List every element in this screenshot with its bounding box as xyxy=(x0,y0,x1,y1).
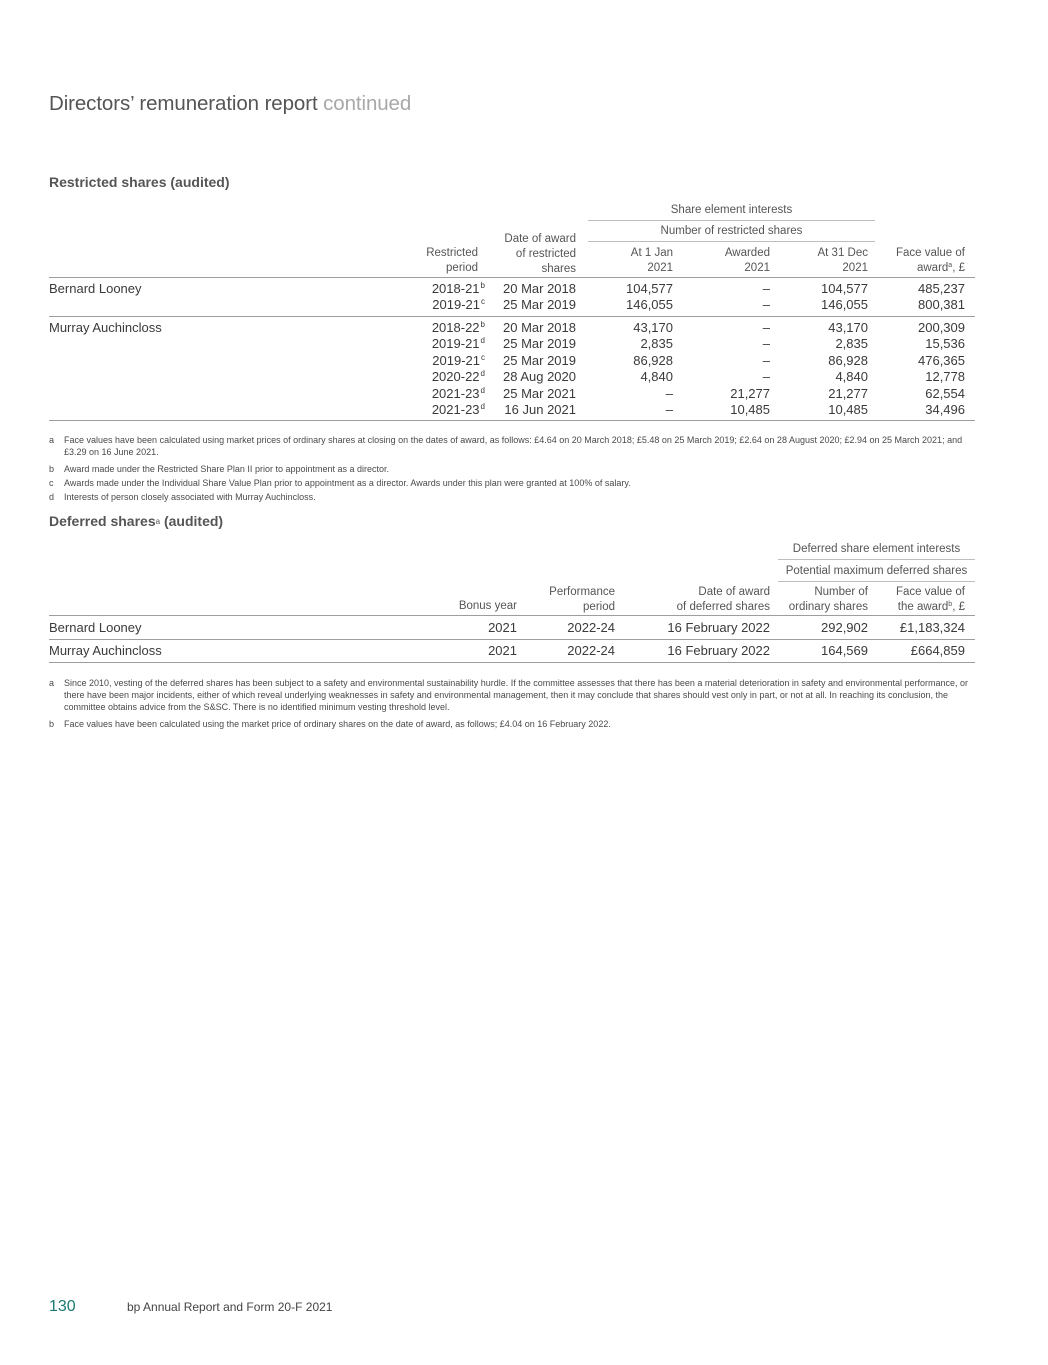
shares-awarded: – xyxy=(762,353,770,368)
shares-awarded: – xyxy=(762,369,770,384)
page-title xyxy=(49,92,411,116)
page-number: 130 xyxy=(49,1298,76,1315)
col-header-face-value: Face value of the award$^b$, £ xyxy=(895,586,965,613)
footnote: b Face values have been calculated using the market price of ordinary shares on the date of award, as follows; £4.04 on 16 February 2022. xyxy=(49,719,611,729)
shares-at-1-jan: – xyxy=(665,402,673,417)
face-value: 476,365 xyxy=(918,353,965,368)
shares-awarded: 10,485 xyxy=(730,402,770,417)
face-value: 200,309 xyxy=(918,320,965,335)
share-element-interests-header: Share element interests xyxy=(670,204,793,216)
col-header-restricted-period: Restricted period xyxy=(426,247,478,274)
page-title-suffix: continued xyxy=(323,92,412,115)
award-date: 20 Mar 2018 xyxy=(503,281,576,296)
divider xyxy=(778,559,975,560)
shares-awarded: 21,277 xyxy=(730,386,770,401)
face-value: 34,496 xyxy=(925,402,965,417)
shares-at-1-jan: 104,577 xyxy=(626,281,673,296)
ordinary-shares: 292,902 xyxy=(821,620,868,635)
face-value: 12,778 xyxy=(925,369,965,384)
footnote: a Face values have been calculated using market prices of ordinary shares at closing on the dates of award, as follows: £4.64 on 20 March 2018; £5.48 on 25 March 2019; £2.64 on 28 August 2020; £2.94 on 25 March 2021; and £3.29 on 16 June 2021. xyxy=(49,435,963,457)
award-date: 28 Aug 2020 xyxy=(502,369,576,384)
shares-at-1-jan: 4,840 xyxy=(640,369,673,384)
table-bottom-rule xyxy=(49,420,975,421)
restricted-shares-heading: Restricted shares (audited) xyxy=(49,174,230,190)
restricted-period: 2019-21$^c$ xyxy=(432,353,485,368)
award-date: 16 February 2022 xyxy=(667,643,770,658)
restricted-period: 2020-22$^d$ xyxy=(431,369,485,384)
footnote: d Interests of person closely associated with Murray Auchincloss. xyxy=(49,492,316,502)
divider xyxy=(588,241,875,242)
shares-at-31-dec: 4,840 xyxy=(835,369,868,384)
footnote: a Since 2010, vesting of the deferred shares has been subject to a safety and environmental sustainability hurdle. If the committee assesses that there has been a material deterioration in safety and environmental performance, or there have been major incidents, either of which reveal underlying weaknesses in safety and environmental management, then it may conclude that shares should vest only in part, or not at all. In reaching its conclusion, the committee obtains advice from the S&SC. There is no identified minimum vesting threshold level. xyxy=(49,678,969,712)
restricted-period: 2018-21$^b$ xyxy=(431,281,485,296)
row-group-rule xyxy=(49,316,975,317)
restricted-period: 2019-21$^d$ xyxy=(431,336,485,351)
footnote: b Award made under the Restricted Share Plan II prior to appointment as a director. xyxy=(49,464,390,474)
bonus-year: 2021 xyxy=(488,620,517,635)
restricted-period: 2021-23$^d$ xyxy=(431,402,485,417)
performance-period: 2022-24 xyxy=(567,620,615,635)
page-title-main: Directors’ remuneration report xyxy=(49,92,318,115)
col-header-at-1-jan: At 1 Jan 2021 xyxy=(630,247,673,274)
shares-at-31-dec: 2,835 xyxy=(835,336,868,351)
award-date: 16 February 2022 xyxy=(667,620,770,635)
shares-at-31-dec: 21,277 xyxy=(828,386,868,401)
divider xyxy=(588,220,875,221)
potential-maximum-header: Potential maximum deferred shares xyxy=(785,565,968,577)
shares-awarded: – xyxy=(762,336,770,351)
face-value: 62,554 xyxy=(925,386,965,401)
award-date: 25 Mar 2019 xyxy=(503,353,576,368)
face-value: 800,381 xyxy=(918,297,965,312)
shares-awarded: – xyxy=(762,297,770,312)
row-rule xyxy=(49,639,975,640)
ordinary-shares: 164,569 xyxy=(821,643,868,658)
shares-at-31-dec: 43,170 xyxy=(828,320,868,335)
shares-awarded: – xyxy=(762,320,770,335)
table-header-rule xyxy=(49,277,975,278)
shares-awarded: – xyxy=(762,281,770,296)
divider xyxy=(778,581,975,582)
face-value: 15,536 xyxy=(925,336,965,351)
col-header-face-value: Face value of award$^a$, £ xyxy=(895,247,965,274)
performance-period: 2022-24 xyxy=(567,643,615,658)
deferred-share-element-interests-header: Deferred share element interests xyxy=(792,543,961,555)
restricted-period: 2021-23$^d$ xyxy=(431,386,485,401)
shares-at-1-jan: 2,835 xyxy=(640,336,673,351)
col-header-performance-period: Performance period xyxy=(549,586,615,613)
col-header-at-31-dec: At 31 Dec 2021 xyxy=(817,247,868,274)
award-date: 20 Mar 2018 xyxy=(503,320,576,335)
deferred-shares-heading: Deferred shares$^a$ (audited) xyxy=(49,513,224,529)
table-header-rule xyxy=(49,615,975,616)
shares-at-31-dec: 104,577 xyxy=(821,281,868,296)
publication-title: bp Annual Report and Form 20-F 2021 xyxy=(127,1300,333,1314)
face-value: £1,183,324 xyxy=(899,620,965,635)
award-date: 25 Mar 2019 xyxy=(503,336,576,351)
bonus-year: 2021 xyxy=(488,643,517,658)
restricted-period: 2018-22$^b$ xyxy=(431,320,485,335)
footnote: c Awards made under the Individual Share Value Plan prior to appointment as a director. Awards under this plan were granted at 100% of salary. xyxy=(49,478,631,488)
col-header-bonus-year: Bonus year xyxy=(458,600,517,612)
shares-at-1-jan: 86,928 xyxy=(633,353,673,368)
shares-at-31-dec: 86,928 xyxy=(828,353,868,368)
award-date: 25 Mar 2021 xyxy=(503,386,576,401)
shares-at-1-jan: 43,170 xyxy=(633,320,673,335)
shares-at-1-jan: 146,055 xyxy=(626,297,673,312)
award-date: 25 Mar 2019 xyxy=(503,297,576,312)
col-header-date-of-award: Date of award of restricted shares xyxy=(504,233,576,275)
restricted-period: 2019-21$^c$ xyxy=(432,297,485,312)
shares-at-1-jan: – xyxy=(665,386,673,401)
col-header-awarded: Awarded 2021 xyxy=(724,247,770,274)
col-header-number-of-shares: Number of ordinary shares xyxy=(788,586,868,613)
face-value: £664,859 xyxy=(910,643,965,658)
table-bottom-rule xyxy=(49,662,975,663)
award-date: 16 Jun 2021 xyxy=(504,402,576,417)
number-restricted-shares-header: Number of restricted shares xyxy=(660,225,803,237)
shares-at-31-dec: 146,055 xyxy=(821,297,868,312)
director-name: Bernard Looney xyxy=(49,620,142,635)
face-value: 485,237 xyxy=(918,281,965,296)
col-header-date-of-award: Date of award of deferred shares xyxy=(676,586,770,613)
director-name: Murray Auchincloss xyxy=(49,643,162,658)
director-name: Bernard Looney xyxy=(49,281,142,296)
shares-at-31-dec: 10,485 xyxy=(828,402,868,417)
director-name: Murray Auchincloss xyxy=(49,320,162,335)
